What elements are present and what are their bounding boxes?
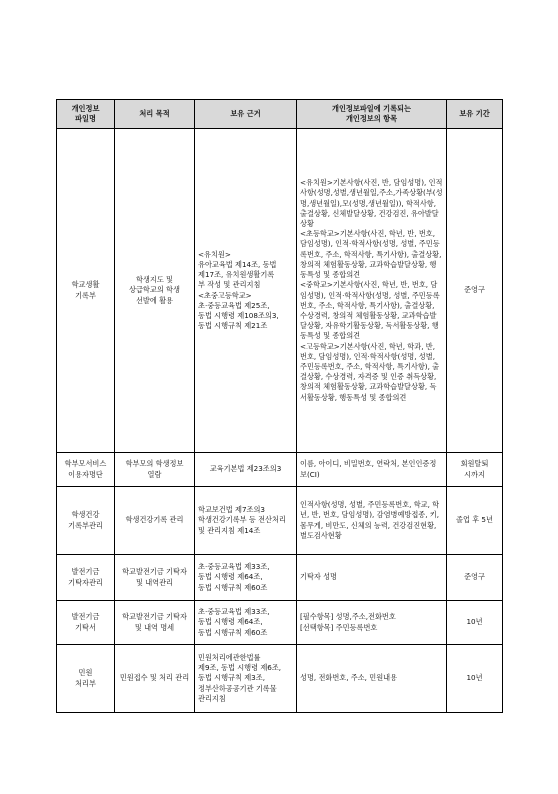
row-file-name: 학부모서비스 이용자명단 (57, 453, 115, 487)
row-retention: 졸업 후 5년 (447, 487, 503, 555)
table-row (57, 601, 503, 645)
row-purpose: 학부모의 학생정보 열람 (115, 453, 195, 487)
privacy-file-table (56, 99, 503, 713)
table-row (57, 555, 503, 601)
header-file-name: 개인정보 파일명 (57, 100, 115, 129)
header-items: 개인정보파일에 기록되는 개인정보의 항목 (297, 100, 447, 129)
row-purpose: 학생지도 및 상급학교의 학생 선발에 활용 (115, 129, 195, 453)
row-items: 인적사항(성명, 성별, 주민등록번호, 학교, 학년, 반, 번호, 담임성명), 감염병예방접종, 키, 몸무게, 비만도, 신체의 능력, 건강검진현황, 별도검사현황 (297, 487, 447, 555)
row-items: 이름, 아이디, 비밀번호, 연락처, 본인인증정보(CI) (297, 453, 447, 487)
row-basis: <유치원> 유아교육법 제14조, 동법 제17조, 유치원생활기록 부 작성 및 관리지침 <초중고등학교> 초·중등교육법 제25조, 동법 시행령 제108조의3, 동법 시행규칙 제21조 (195, 129, 297, 453)
row-basis: 민원처리에관한법률 제9조, 동법 시행령 제6조, 동법 시행규칙 제3조, 정부산하공공기관 기록물 관리지침 (195, 645, 297, 713)
row-file-name: 발전기금 기탁서 (57, 601, 115, 645)
row-basis: 초·중등교육법 제33조, 동법 시행령 제64조, 동법 시행규칙 제60조 (195, 555, 297, 601)
row-basis: 초·중등교육법 제33조, 동법 시행령 제64조, 동법 시행규칙 제60조 (195, 601, 297, 645)
header-retention: 보유 기간 (447, 100, 503, 129)
row-file-name: 학교생활 기록부 (57, 129, 115, 453)
table-row (57, 129, 503, 453)
row-retention: 10년 (447, 601, 503, 645)
table-row (57, 487, 503, 555)
table-header-row (57, 100, 503, 129)
row-purpose: 학생건강기록 관리 (115, 487, 195, 555)
table-row (57, 453, 503, 487)
row-retention: 준영구 (447, 129, 503, 453)
row-file-name: 민원 처리부 (57, 645, 115, 713)
row-items: [필수항목] 성명,주소,전화번호 [선택항목] 주민등록번호 (297, 601, 447, 645)
row-retention: 10년 (447, 645, 503, 713)
header-basis: 보유 근거 (195, 100, 297, 129)
row-basis: 학교보건법 제7조의3 학생건강기록부 등 전산처리 및 관리지침 제14조 (195, 487, 297, 555)
row-items: 성명, 전화번호, 주소, 민원내용 (297, 645, 447, 713)
row-items: <유치원>기본사항(사진, 반, 담임성명), 인적사항(성명,성별,생년월일,주소,가족상황(부(성명,생년월일),모(성명,생년월일)), 학적사항, 출결상황, 신체발달상황, 건강검진, 유아발달상황 <초등학교>기본사항(사진, 학년, 반, 번호, 담임성명), 인적·학적사항(성명, 성별, 주민등록번호, 주소, 학적사항, 특기사항), 출결상황, 창의적 체험활동상황, 교과학습발달상황, 행동특성 및 종합의견 <중학교>기본사항(사진, 학년, 반, 번호, 담임성명), 인적·학적사항(성명, 성별, 주민등록번호, 주소, 학적사항, 특기사항), 출결상황, 수상경력, 창의적 체험활동상황, 교과학습발달상황, 자유학기활동상황, 독서활동상황, 행동특성 및 종합의견 <고등학교>기본사항(사진, 학년, 학과, 반, 번호, 담임성명), 인적·학적사항(성명, 성별, 주민등록번호, 주소, 학적사항, 특기사항), 출결상황, 수상경력, 자격증 및 인증 취득상황, 창의적 체험활동상황, 교과학습발달상황, 독서활동상황, 행동특성 및 종합의견 (297, 129, 447, 453)
row-items: 기탁자 성명 (297, 555, 447, 601)
row-file-name: 학생건강 기록부관리 (57, 487, 115, 555)
row-retention: 준영구 (447, 555, 503, 601)
row-file-name: 발전기금 기탁자관리 (57, 555, 115, 601)
row-basis: 교육기본법 제23조의3 (195, 453, 297, 487)
table-row (57, 645, 503, 713)
row-purpose: 학교발전기금 기탁자 및 내역관리 (115, 555, 195, 601)
row-retention: 회원탈퇴 시까지 (447, 453, 503, 487)
row-purpose: 민원접수 및 처리 관리 (115, 645, 195, 713)
row-purpose: 학교발전기금 기탁자 및 내역 명세 (115, 601, 195, 645)
header-purpose: 처리 목적 (115, 100, 195, 129)
